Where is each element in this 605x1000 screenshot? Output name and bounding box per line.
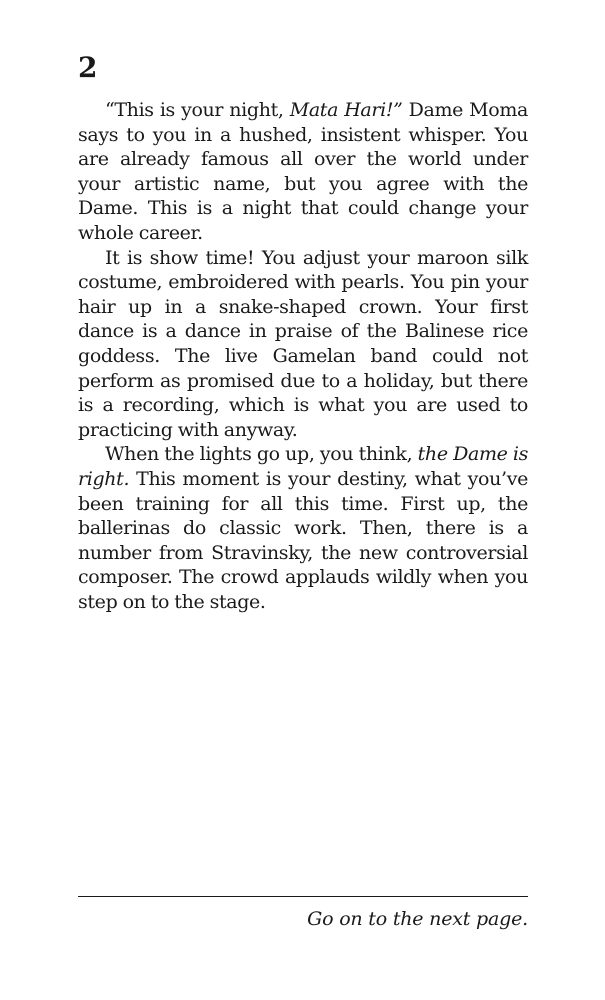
paragraph-1-run-3: Dame Moma says to you in a hushed, insistent whisper. You are already famous all over the world under your artistic name, but you agree with the Dame. This is a night that could change your whole career. <box>78 99 529 244</box>
paragraph-3-run-3: This moment is your destiny, what you’ve been training for all this time. First up, the ballerinas do classic work. Then, there is a number from Stravinsky, the new controversial composer. The crowd applauds wildly when you step on to the stage. <box>78 467 528 613</box>
paragraph-3-run-1: When the lights go up, you think, <box>105 443 418 466</box>
page-number: 2 <box>78 51 98 84</box>
footer-divider <box>78 896 528 897</box>
paragraph-1-run-2: Mata Hari!” <box>289 99 403 121</box>
paragraph-1 <box>78 98 528 246</box>
paragraph-1-run-1: “This is your night, <box>105 99 290 121</box>
paragraph-2-run-1: It is show time! You adjust your maroon silk costume, embroidered with pearls. You pin your hair up in a snake-shaped crown. Your first dance is a dance in praise of the Balinese rice goddess. The live Gamelan band could not perform as promised due to a holiday, but there is a recording, which is what you are used to practicing with anyway. <box>78 246 528 441</box>
paragraph-2 <box>78 246 528 443</box>
paragraph-3 <box>78 442 528 614</box>
paragraph-3-run-2: the Dame is right. <box>78 443 528 490</box>
continue-notice: Go on to the next page. <box>307 908 528 930</box>
page-body <box>78 50 528 614</box>
